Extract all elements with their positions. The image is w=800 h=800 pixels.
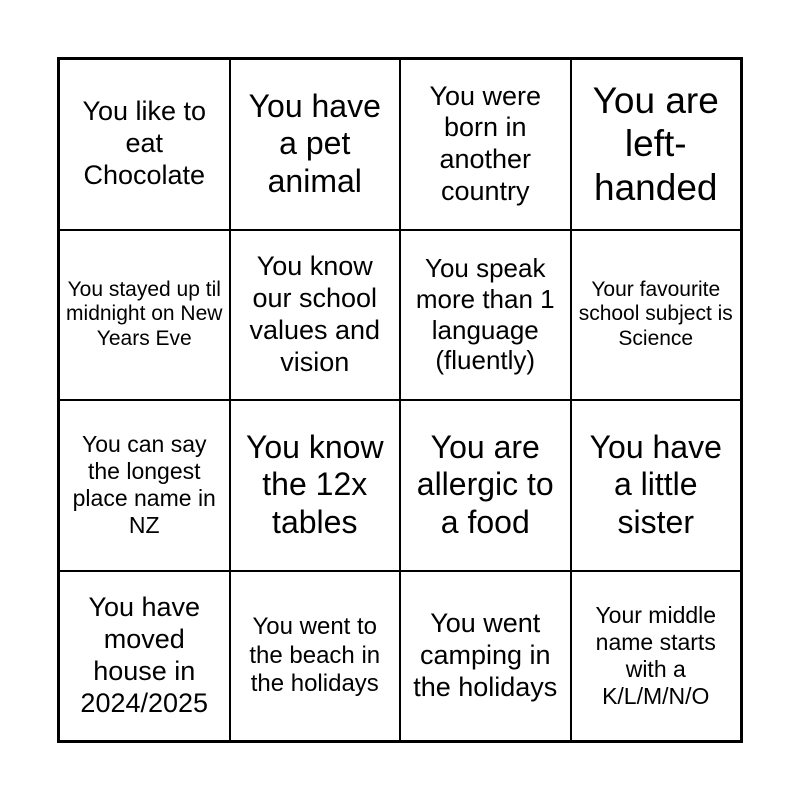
bingo-cell-14[interactable] — [230, 571, 401, 742]
bingo-cell-13[interactable] — [59, 571, 230, 742]
bingo-cell-text: You are left-handed — [592, 79, 719, 209]
bingo-cell-2[interactable] — [230, 59, 401, 230]
bingo-cell-text: You know our school values and vision — [249, 251, 381, 377]
bingo-cell-text: You like to eat Chocolate — [82, 96, 207, 191]
bingo-cell-10[interactable] — [230, 400, 401, 571]
bingo-cell-16[interactable] — [571, 571, 742, 742]
bingo-cell-text: Your middle name starts with a K/L/M/N/O — [595, 601, 717, 709]
bingo-cell-1[interactable] — [59, 59, 230, 230]
bingo-cell-3[interactable] — [400, 59, 571, 230]
bingo-cell-text: You went camping in the holidays — [413, 607, 558, 702]
bingo-cell-15[interactable] — [400, 571, 571, 742]
bingo-cell-text: You speak more than 1 language (fluently) — [415, 253, 555, 376]
bingo-cell-text: You are allergic to a food — [416, 428, 554, 541]
bingo-cell-text: You have a little sister — [589, 428, 722, 541]
bingo-cell-text: You went to the beach in the holidays — [249, 613, 381, 697]
bingo-cell-text: Your favourite school subject is Science — [578, 277, 733, 351]
bingo-cell-text: You stayed up til midnight on New Years Eve — [66, 277, 223, 351]
bingo-cell-8[interactable] — [571, 230, 742, 401]
bingo-cell-text: You can say the longest place name in NZ — [72, 431, 216, 539]
bingo-cell-text: You have a pet animal — [248, 87, 381, 200]
bingo-cell-text: You know the 12x tables — [245, 428, 384, 541]
bingo-cell-text: You were born in another country — [429, 80, 542, 207]
bingo-cell-7[interactable] — [400, 230, 571, 401]
bingo-cell-12[interactable] — [571, 400, 742, 571]
bingo-cell-4[interactable] — [571, 59, 742, 230]
bingo-board — [57, 57, 743, 743]
bingo-cell-11[interactable] — [400, 400, 571, 571]
bingo-cell-9[interactable] — [59, 400, 230, 571]
bingo-cell-6[interactable] — [230, 230, 401, 401]
bingo-cell-text: You have moved house in 2024/2025 — [80, 592, 209, 718]
bingo-cell-5[interactable] — [59, 230, 230, 401]
